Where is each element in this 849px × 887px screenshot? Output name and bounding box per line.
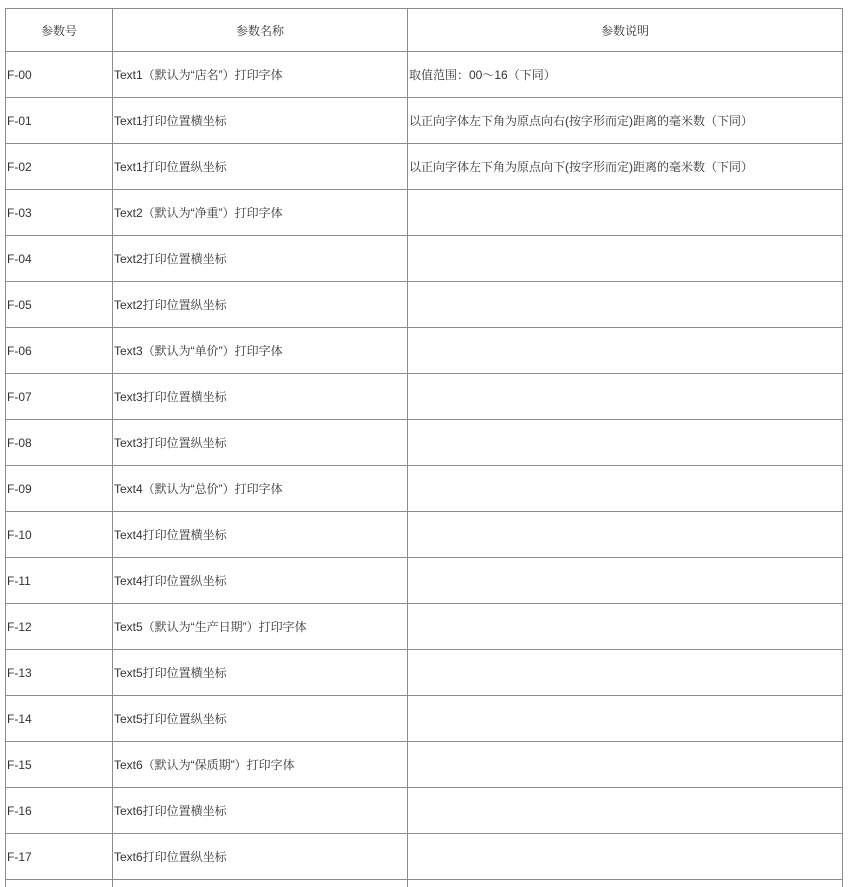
param-name-cell: Text4（默认为“总价”）打印字体	[113, 466, 408, 512]
param-desc-cell: 取值范围：00～16（下同）	[408, 52, 843, 98]
param-id-cell: F-17	[6, 834, 113, 880]
param-desc-cell	[408, 650, 843, 696]
table-row	[6, 420, 843, 466]
param-desc-cell	[408, 282, 843, 328]
table-row	[6, 374, 843, 420]
param-id-cell: F-12	[6, 604, 113, 650]
param-id-cell: F-15	[6, 742, 113, 788]
table-row	[6, 788, 843, 834]
param-desc-cell	[408, 328, 843, 374]
empty-cell	[6, 880, 113, 887]
param-name-cell: Text1（默认为“店名”）打印字体	[113, 52, 408, 98]
param-name-cell: Text6打印位置纵坐标	[113, 834, 408, 880]
table-row	[6, 236, 843, 282]
table-row	[6, 512, 843, 558]
table-row	[6, 834, 843, 880]
param-desc-cell	[408, 236, 843, 282]
empty-cell	[408, 880, 843, 887]
param-desc-cell	[408, 742, 843, 788]
param-id-cell: F-13	[6, 650, 113, 696]
param-name-cell: Text6打印位置横坐标	[113, 788, 408, 834]
table-row	[6, 282, 843, 328]
param-id-cell: F-08	[6, 420, 113, 466]
param-id-cell: F-04	[6, 236, 113, 282]
param-desc-cell	[408, 696, 843, 742]
param-desc-cell	[408, 466, 843, 512]
param-name-cell: Text3打印位置纵坐标	[113, 420, 408, 466]
param-desc-cell: 以正向字体左下角为原点向下(按字形而定)距离的毫米数（下同）	[408, 144, 843, 190]
param-id-cell: F-09	[6, 466, 113, 512]
table-row	[6, 144, 843, 190]
table-row	[6, 190, 843, 236]
param-table-body	[6, 52, 843, 887]
param-id-cell: F-03	[6, 190, 113, 236]
param-id-cell: F-00	[6, 52, 113, 98]
param-desc-cell	[408, 834, 843, 880]
param-name-cell: Text2打印位置横坐标	[113, 236, 408, 282]
param-name-cell: Text5打印位置横坐标	[113, 650, 408, 696]
param-desc-cell	[408, 558, 843, 604]
param-id-cell: F-11	[6, 558, 113, 604]
param-id-cell: F-05	[6, 282, 113, 328]
param-name-cell: Text3打印位置横坐标	[113, 374, 408, 420]
header-row	[6, 9, 843, 52]
param-desc-cell: 以正向字体左下角为原点向右(按字形而定)距离的毫米数（下同）	[408, 98, 843, 144]
param-desc-cell	[408, 190, 843, 236]
param-name-cell: Text2打印位置纵坐标	[113, 282, 408, 328]
param-name-cell: Text4打印位置横坐标	[113, 512, 408, 558]
param-id-cell: F-07	[6, 374, 113, 420]
param-name-cell: Text2（默认为“净重”）打印字体	[113, 190, 408, 236]
table-row	[6, 696, 843, 742]
param-id-cell: F-02	[6, 144, 113, 190]
column-header-param-desc: 参数说明	[408, 9, 843, 52]
param-id-cell: F-14	[6, 696, 113, 742]
param-id-cell: F-06	[6, 328, 113, 374]
param-name-cell: Text4打印位置纵坐标	[113, 558, 408, 604]
param-desc-cell	[408, 788, 843, 834]
table-row	[6, 52, 843, 98]
param-name-cell: Text6（默认为“保质期”）打印字体	[113, 742, 408, 788]
param-id-cell: F-16	[6, 788, 113, 834]
partial-next-row	[6, 880, 843, 887]
param-desc-cell	[408, 512, 843, 558]
table-header	[6, 9, 843, 52]
column-header-param-id: 参数号	[6, 9, 113, 52]
table-row	[6, 558, 843, 604]
param-name-cell: Text1打印位置横坐标	[113, 98, 408, 144]
table-row	[6, 466, 843, 512]
param-desc-cell	[408, 420, 843, 466]
param-desc-cell	[408, 374, 843, 420]
param-name-cell: Text5（默认为“生产日期”）打印字体	[113, 604, 408, 650]
column-header-param-name: 参数名称	[113, 9, 408, 52]
parameter-table	[5, 8, 843, 887]
empty-cell	[113, 880, 408, 887]
table-row	[6, 604, 843, 650]
param-name-cell: Text5打印位置纵坐标	[113, 696, 408, 742]
table-row	[6, 742, 843, 788]
param-id-cell: F-01	[6, 98, 113, 144]
param-name-cell: Text1打印位置纵坐标	[113, 144, 408, 190]
param-id-cell: F-10	[6, 512, 113, 558]
param-desc-cell	[408, 604, 843, 650]
table-row	[6, 98, 843, 144]
table-row	[6, 650, 843, 696]
table-row	[6, 328, 843, 374]
param-name-cell: Text3（默认为“单价”）打印字体	[113, 328, 408, 374]
